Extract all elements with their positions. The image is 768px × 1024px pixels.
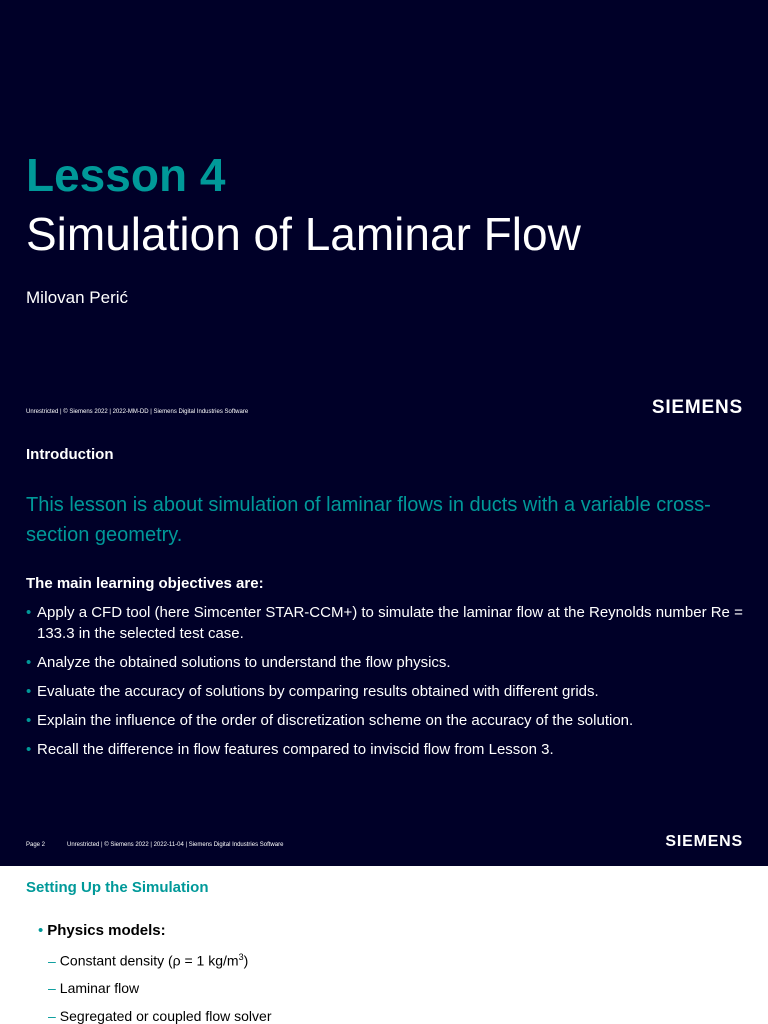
page-number: Page 2 [26,842,46,848]
objective-text: Recall the difference in flow features compared to inviscid flow from Lesson 3. [37,741,554,758]
bullet-icon: • [26,712,32,729]
bullet-icon: • [26,683,32,700]
bullet-icon: • [38,922,44,939]
setup-slide [0,866,768,1024]
slide-heading: Introduction [26,446,114,463]
siemens-logo: SIEMENS [651,397,743,418]
siemens-logo: SIEMENS [665,833,743,850]
objective-item [26,739,746,760]
objective-text: Apply a CFD tool (here Simcenter STAR-CCM+) to simulate the laminar flow at the Reynolds number Re = 133.3 in the selected test case. [37,604,743,642]
bullet-icon: • [26,741,32,758]
exponent: 3 [238,952,244,962]
dash-icon: – [48,952,56,969]
objective-text: Evaluate the accuracy of solutions by comparing results obtained with different grids. [37,683,599,700]
dash-icon: – [48,980,56,996]
lesson-title: Simulation of Laminar Flow [26,208,581,260]
slide-heading: Setting Up the Simulation [26,879,209,896]
dash-icon: – [48,1008,56,1024]
bullet-text: Physics models: [47,922,166,939]
closing-paren: ) [243,952,249,969]
title-slide [0,0,768,432]
sub-item-text: Constant density (ρ = 1 kg/m [59,952,239,969]
objective-item [26,602,746,644]
objective-text: Explain the influence of the order of discretization scheme on the accuracy of the solution. [37,712,634,729]
lesson-number: Lesson 4 [26,149,226,201]
lead-paragraph: This lesson is about simulation of laminar flows in ducts with a variable cross-section geometry. [26,494,711,546]
footer-text: Unrestricted | © Siemens 2022 | 2022-11-04 | Siemens Digital Industries Software [67,842,284,848]
objective-item [26,710,746,731]
sub-item-text: Laminar flow [59,980,140,996]
sub-item-text: Segregated or coupled flow solver [59,1008,272,1024]
bullet-icon: • [26,654,32,671]
objective-text: Analyze the obtained solutions to understand the flow physics. [37,654,451,671]
author-name: Milovan Perić [26,288,129,307]
objective-item [26,652,746,673]
footer-text: Unrestricted | © Siemens 2022 | 2022-MM-DD | Siemens Digital Industries Software [26,409,249,415]
objective-item [26,681,746,702]
introduction-slide [0,432,768,866]
objectives-list [26,602,746,768]
bullet-icon: • [26,604,32,621]
objectives-heading: The main learning objectives are: [26,575,264,592]
physics-models-bullet [38,922,166,939]
sub-item-solver [48,1008,271,1024]
sub-item-laminar [48,980,139,996]
sub-item-density [48,952,248,969]
